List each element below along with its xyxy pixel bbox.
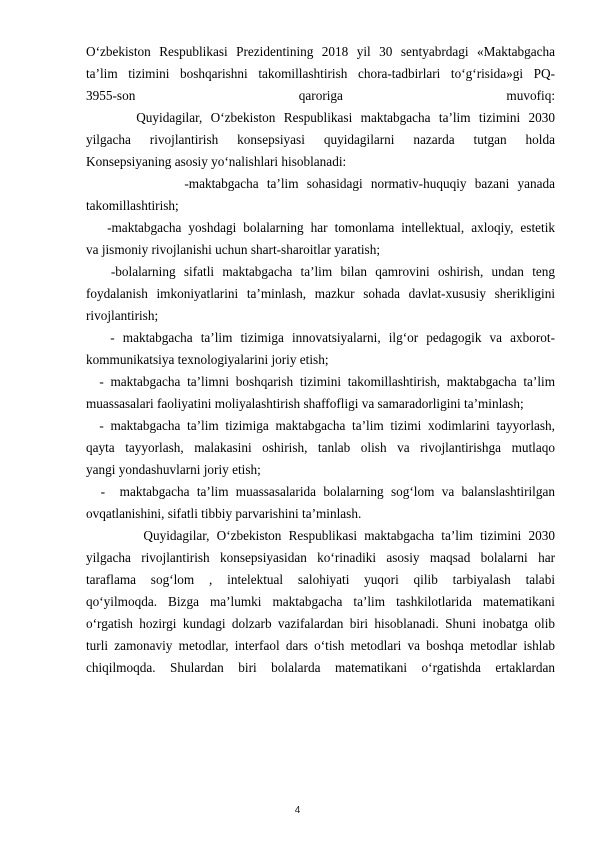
text-line: O‘zbekiston Respublikasi Prezidentining 2018 yil 30 sentyabrdagi «Maktabgacha — [86, 44, 555, 59]
text-line: qo‘yilmoqda. Bizga ma’lumki maktabgacha ta’lim tashkilotlarida matematikani — [86, 594, 555, 609]
text-line: turli zamonaviy metodlar, interfaol dars o‘tish metodlari va boshqa metodlar ishlab — [86, 638, 555, 653]
text-line: takomillashtirish; — [86, 198, 179, 213]
text-line: yilgacha rivojlantirish konsepsiyasidan ko‘rinadiki asosiy maqsad bolalarni har — [86, 550, 555, 565]
text-line: Konsepsiyaning asosiy yo‘nalishlari hisoblanadi: — [86, 154, 347, 169]
text-line: chiqilmoqda. Shulardan biri bolalarda matematikani o‘rgatishda ertaklardan — [86, 660, 555, 675]
text-line: taraflama sog‘lom , intelektual salohiyati yuqori qilib tarbiyalash talabi — [86, 572, 555, 587]
text-line: kommunikatsiya texnologiyalarini joriy etish; — [86, 352, 329, 367]
text-line: Quyidagilar, O‘zbekiston Respublikasi maktabgacha ta’lim tizimini 2030 — [86, 110, 556, 125]
text-line: - maktabgacha ta’lim tizimiga maktabgacha ta’lim tizimi xodimlarini tayyorlash, — [86, 418, 555, 433]
text-line: -maktabgacha yoshdagi bolalarning har tomonlama intellektual, axloqiy, estetik — [86, 220, 556, 235]
text-line: o‘rgatish hozirgi kundagi dolzarb vazifalardan biri hisoblanadi. Shuni inobatga olib — [86, 616, 555, 631]
text-line: qayta tayyorlash, malakasini oshirish, tanlab olish va rivojlantirishga mutlaqo — [86, 440, 555, 455]
text-line: muassasalari faoliyatini moliyalashtirish shaffofligi va samaradorligini ta’minlash; — [86, 396, 524, 411]
text-line: - maktabgacha ta’lim muassasalarida bolalarning sog‘lom va balanslashtirilgan — [86, 484, 555, 499]
text-line: ovqatlanishini, sifatli tibbiy parvarishini ta’minlash. — [86, 506, 362, 521]
text-line: 3955-son qaroriga muvofiq: — [86, 88, 555, 103]
text-line: - maktabgacha ta’limni boshqarish tizimini takomillashtirish, maktabgacha ta’lim — [86, 374, 556, 389]
text-line: ta’lim tizimini boshqarishni takomillashtirish chora-tadbirlari to‘g‘risida»gi PQ- — [86, 66, 555, 81]
text-line: - maktabgacha ta’lim tizimiga innovatsiyalarni, ilg‘or pedagogik va axborot- — [86, 330, 556, 345]
text-line: yangi yondashuvlarni joriy etish; — [86, 462, 261, 477]
text-line: Quyidagilar, O‘zbekiston Respublikasi maktabgacha ta’lim tizimini 2030 — [86, 528, 555, 543]
text-line: yilgacha rivojlantirish konsepsiyasi quyidagilarni nazarda tutgan holda — [86, 132, 555, 147]
body-text — [86, 41, 555, 679]
text-line: rivojlantirish; — [86, 308, 159, 323]
page-number: 4 — [294, 805, 301, 816]
text-line: va jismoniy rivojlanishi uchun shart-sharoitlar yaratish; — [86, 242, 381, 257]
text-line: -bolalarning sifatli maktabgacha ta’lim bilan qamrovini oshirish, undan teng — [86, 264, 556, 279]
text-line: -maktabgacha ta’lim sohasidagi normativ-huquqiy bazani yanada — [86, 176, 555, 191]
text-line: foydalanish imkoniyatlarini ta’minlash, mazkur sohada davlat-xususiy sherikligini — [86, 286, 555, 301]
